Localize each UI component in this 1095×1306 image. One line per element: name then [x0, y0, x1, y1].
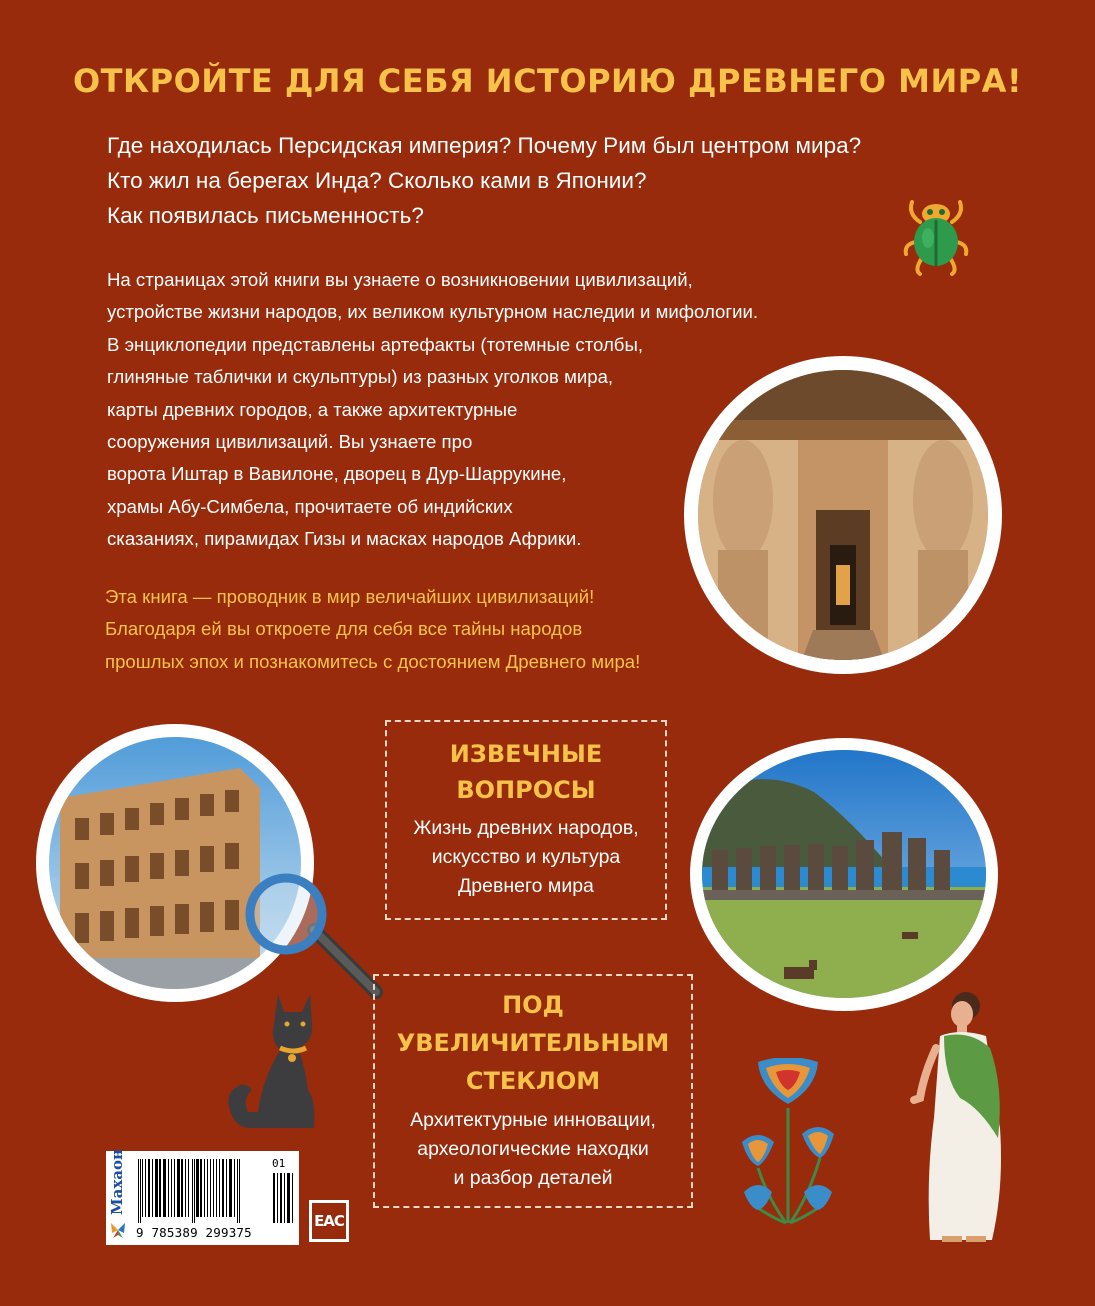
highlight-line: Эта книга — проводник в мир величайших цивилизаций! [105, 586, 595, 607]
feature-text-line: Жизнь древних народов, [413, 817, 639, 839]
barcode-bar [168, 1159, 169, 1217]
description-line: сказаниях, пирамидах Гизы и масках народов Африки. [107, 528, 582, 550]
barcode-addon-image [272, 1173, 294, 1223]
barcode-bar [222, 1159, 224, 1217]
magnifying-glass-icon [236, 872, 386, 1002]
feature-text-line: Древнего мира [458, 875, 594, 897]
feature-box-magnifier [373, 974, 693, 1208]
feature-title-line: ИЗВЕЧНЫЕ [449, 740, 603, 768]
description-line: карты древних городов, а также архитектурные [107, 398, 518, 420]
barcode-bar [192, 1159, 193, 1223]
barcode-bar [142, 1159, 143, 1217]
feature-text-line: искусство и культура [431, 846, 621, 868]
bastet-cat-icon [218, 990, 328, 1135]
feature-text-line: археологические находки [417, 1138, 649, 1160]
feature-title-line: УВЕЛИЧИТЕЛЬНЫМ [396, 1029, 670, 1057]
highlight-line: прошлых эпох и познакомитесь с достоянием Древнего мира! [105, 650, 641, 672]
barcode-bar [239, 1159, 240, 1223]
barcode-bar [148, 1159, 150, 1217]
highlight-line: Благодаря ей вы откроете для себя все тайны народов [105, 618, 583, 640]
barcode-bar [219, 1159, 220, 1217]
barcode-bar [152, 1159, 153, 1217]
barcode-bar [237, 1159, 238, 1223]
description-line: На страницах этой книги вы узнаете о возникновении цивилизаций, [107, 269, 693, 290]
butterfly-logo-icon [110, 1221, 126, 1239]
barcode-bar [140, 1159, 141, 1223]
barcode-bar [163, 1159, 166, 1217]
feature-text-line: Архитектурные инновации, [410, 1109, 656, 1131]
barcode-bar [229, 1159, 232, 1217]
barcode-bar [213, 1159, 214, 1217]
barcode-bar [177, 1159, 180, 1217]
description-line: В энциклопедии представлены артефакты (тотемные столбы, [107, 333, 643, 355]
barcode-bar [181, 1159, 183, 1217]
publisher-logo [106, 1151, 130, 1245]
feature-title [375, 986, 691, 1100]
barcode-suffix: 01 [272, 1157, 286, 1170]
isbn-number: 9 785389 299375 [136, 1225, 252, 1240]
description-block [107, 264, 758, 556]
feature-title-line: ПОД [502, 991, 564, 1019]
question-line: Как появилась письменность? [107, 203, 424, 228]
barcode-bar [196, 1159, 199, 1217]
publisher-name: Махаон [108, 1149, 126, 1215]
barcode-bar [188, 1159, 189, 1217]
lotus-flower-icon [738, 1058, 838, 1230]
barcode-bar [194, 1159, 195, 1223]
barcode-label [106, 1151, 299, 1245]
description-line: сооружения цивилизаций. Вы узнаете про [107, 431, 473, 453]
barcode-bar [216, 1159, 217, 1217]
feature-text-line: и разбор деталей [453, 1167, 613, 1189]
highlight-block [105, 581, 640, 678]
barcode-bar [210, 1159, 211, 1217]
easter-island-photo [694, 742, 994, 1007]
feature-box-questions [385, 720, 667, 920]
heading: ОТКРОЙТЕ ДЛЯ СЕБЯ ИСТОРИЮ ДРЕВНЕГО МИРА! [72, 62, 1023, 100]
barcode-image [138, 1159, 266, 1223]
barcode-bar [145, 1159, 146, 1217]
question-line: Кто жил на берегах Инда? Сколько ками в Японии? [107, 168, 647, 193]
description-line: устройстве жизни народов, их великом культурном наследии и мифологии. [107, 301, 759, 323]
barcode-bar [159, 1159, 161, 1217]
barcode-bar [174, 1159, 175, 1217]
barcode-bar [226, 1159, 227, 1217]
barcode-bar [234, 1159, 235, 1217]
questions-block [107, 128, 861, 233]
feature-title-line: СТЕКЛОМ [465, 1067, 601, 1095]
description-line: ворота Иштар в Вавилоне, дворец в Дур-Шаррукине, [107, 463, 567, 485]
scarab-beetle-icon [900, 192, 972, 278]
question-line: Где находилась Персидская империя? Почему Рим был центром мира? [107, 133, 862, 158]
roman-woman-icon [900, 988, 1010, 1248]
barcode-bar [185, 1159, 186, 1217]
description-line: глиняные таблички и скульптуры) из разных уголков мира, [107, 366, 614, 388]
barcode-bar [204, 1159, 205, 1217]
barcode-bar [200, 1159, 202, 1217]
barcode-bar [155, 1159, 158, 1217]
abu-simbel-photo [688, 360, 998, 670]
description-line: храмы Абу-Симбела, прочитаете об индийских [107, 495, 513, 517]
barcode-bar [171, 1159, 172, 1217]
eac-certification-mark: ЕАС [309, 1200, 349, 1242]
barcode-bar [207, 1159, 208, 1217]
feature-title-line: ВОПРОСЫ [456, 776, 596, 804]
feature-title [387, 736, 665, 808]
barcode-bar [138, 1159, 139, 1223]
